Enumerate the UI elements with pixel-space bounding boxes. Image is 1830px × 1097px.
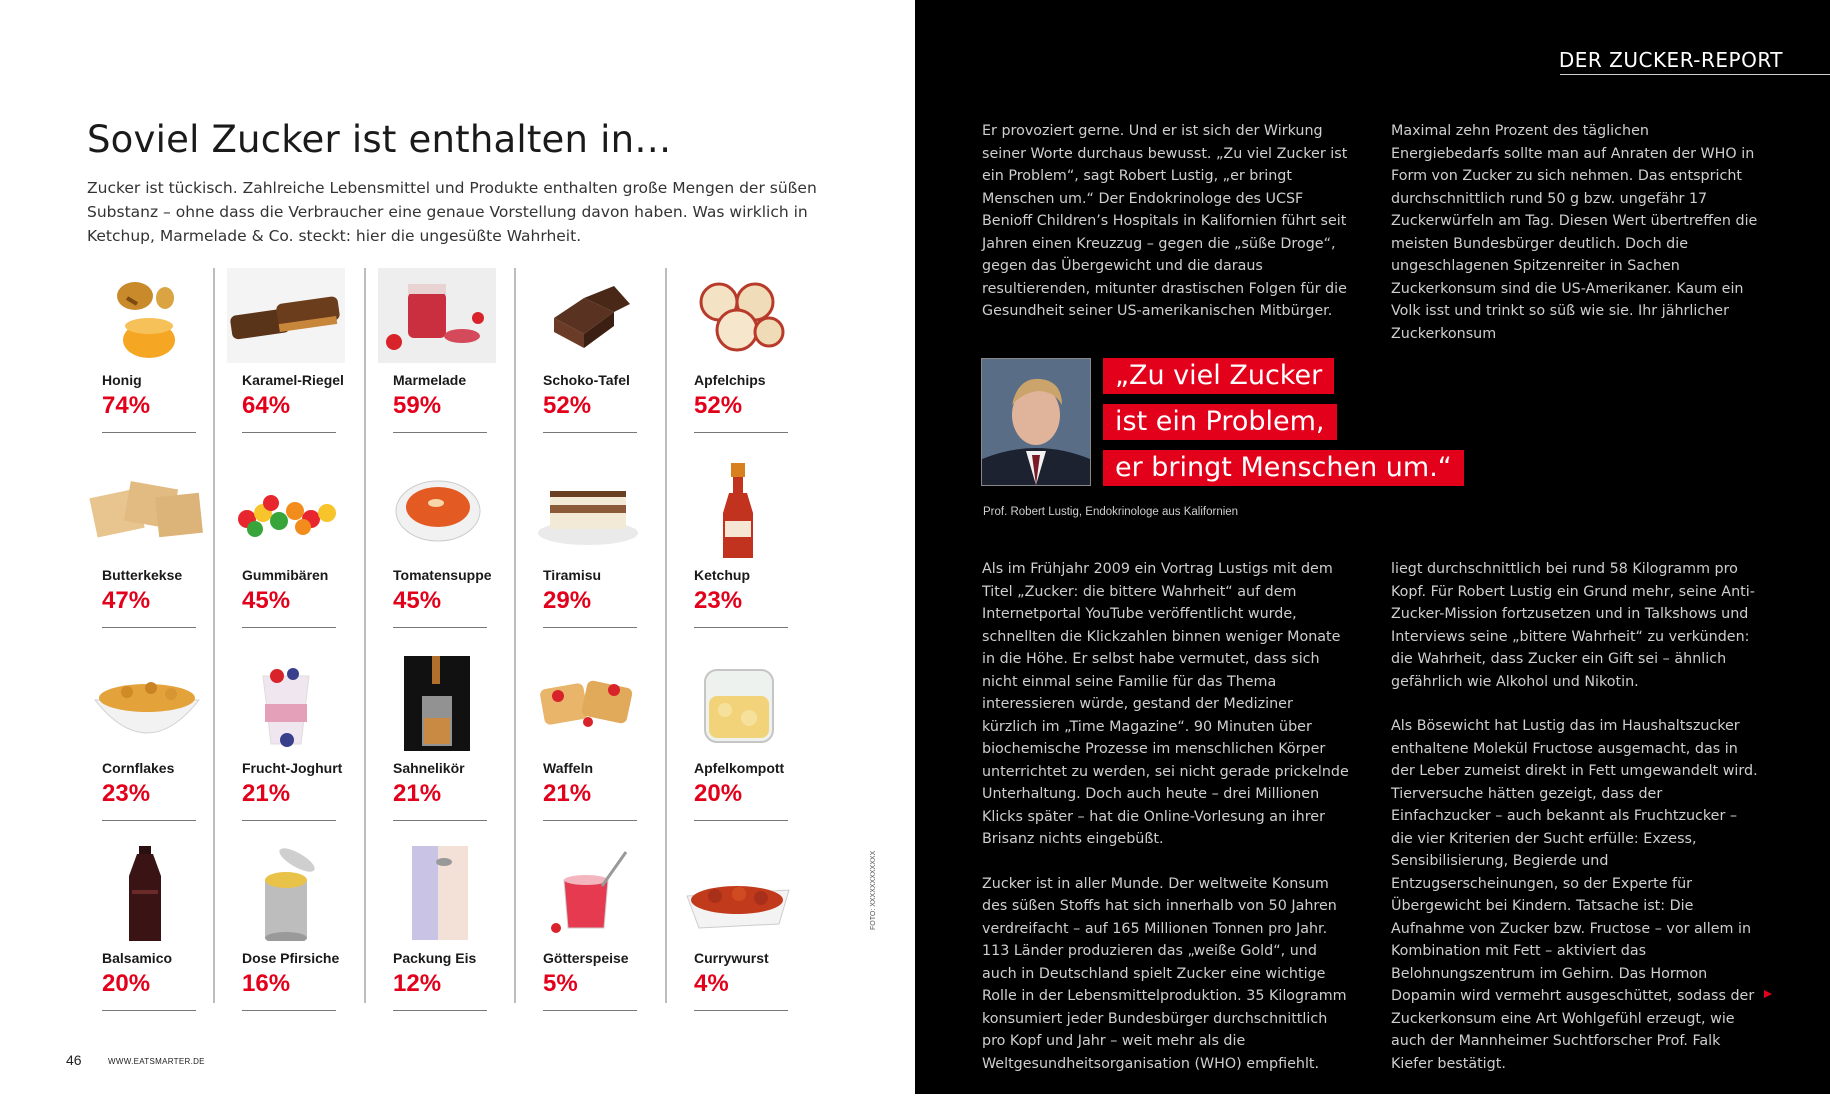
fruit-yogurt-icon [227, 656, 345, 751]
column-divider [665, 268, 667, 1003]
food-item [523, 268, 638, 458]
pull-quote [1103, 358, 1464, 496]
chocolate-icon [528, 268, 646, 363]
article-paragraph: Er provoziert gerne. Und er ist sich der Wirkung seiner Worte durchaus bewusst. „Zu viel Zucker ist ein Problem“, sagt Robert Lustig, „er bringt Menschen um.“ Der Endokrinologe des UCSF Benioff Children’s Hospitals in Kalifornien führt seit Jahren einen Kreuzzug – gegen die „süße Droge“, gegen das Übergewicht und die daraus resultierenden, mitunter drastischen Folgen für die Gesundheit seiner US-amerikanischen Mitbürger. [982, 123, 1348, 319]
sugar-percentage: 23% [694, 587, 743, 614]
quote-line: „Zu viel Zucker [1103, 358, 1334, 394]
article-paragraph: Zucker ist in aller Munde. Der weltweite Konsum des süßen Stoffs hat sich innerhalb von 50 Jahren verdreifacht – auf 165 Millionen Tonnen pro Jahr. 113 Länder produzieren das „weiße Gold“, und auch in Deutschland spielt Zucker eine wichtige Rolle in der Lebensmittelproduktion. 35 Kilogramm konsumiert jeder Bundesbürger durchschnittlich pro Kopf und Jahr – weit mehr als die Weltgesundheitsorganisation (WHO) empfiehlt. [982, 875, 1347, 1072]
food-item [82, 846, 197, 1036]
item-underline [242, 820, 336, 821]
sugar-percentage: 16% [242, 970, 291, 997]
food-name: Waffeln [543, 760, 594, 776]
sugar-percentage: 4% [694, 970, 729, 997]
caramel-bar-icon [227, 268, 345, 363]
food-item [222, 268, 344, 458]
right-page [915, 0, 1830, 1094]
item-underline [242, 1010, 336, 1011]
tomato-soup-icon [378, 463, 496, 558]
item-underline [102, 820, 196, 821]
food-item [373, 846, 488, 1036]
sugar-percentage: 12% [393, 970, 442, 997]
butter-biscuits-icon [87, 463, 205, 558]
article-paragraph: Als Bösewicht hat Lustig das im Haushaltszucker enthaltene Molekül Fructose ausgemacht, das in der Leber zumeist direkt in Fett umgewandelt wird. Tierversuche hätten gezeigt, dass der Einfachzucker – auch bekannt als Fruchtzucker – die vier Kriterien der Sucht erfülle: Exzess, Sensibilisierung, Begierde und Entzugserscheinungen, so der Experte für Übergewicht bei Kindern. Tatsache ist: Die Aufnahme von Zucker bzw. Fructose – vor allem in Kombination mit Fett – aktiviert das Belohnungszentrum im Gehirn. Das Hormon Dopamin wird vermehrt ausgeschüttet, sodass der Zuckerkonsum eine Art Wohlgefühl erzeugt, wie auch der Mannheimer Suchtforscher Prof. Falk Kiefer bestätigt. [1391, 718, 1758, 1072]
item-underline [102, 1010, 196, 1011]
column-divider [213, 268, 215, 1003]
food-item [222, 463, 337, 653]
column-divider [514, 268, 516, 1003]
item-underline [694, 820, 788, 821]
article-column-bottom-left [982, 558, 1352, 1097]
cornflakes-icon [87, 656, 205, 751]
food-name: Tomatensuppe [393, 567, 492, 583]
quote-line: er bringt Menschen um.“ [1103, 450, 1464, 486]
portrait-photo [981, 358, 1091, 486]
article-paragraph: Als im Frühjahr 2009 ein Vortrag Lustigs mit dem Titel „Zucker: die bittere Wahrheit“ auf dem Internetportal YouTube veröffentlicht wurde, schnellten die Klickzahlen binnen weniger Monate in die Höhe. Er selbst habe vermutet, dass sich nicht einmal seine Familie für das Thema interessieren würde, gestand der Mediziner kürzlich im „Time Magazine“. 90 Minuten über biochemische Prozesse im menschlichen Körper unterrichtet zu werden, sei nicht gerade prickelnde Unterhaltung. Doch auch heute – drei Millionen Klicks später – hat die Online-Vorlesung an ihrer Brisanz nichts eingebüßt. [982, 561, 1349, 847]
sugar-percentage: 52% [543, 392, 592, 419]
item-underline [543, 432, 637, 433]
food-item [82, 268, 197, 458]
sugar-percentage: 74% [102, 392, 151, 419]
sugar-percentage: 23% [102, 780, 151, 807]
photo-credit: FOTO: XXXXXXXXXXXX [870, 850, 877, 930]
food-name: Honig [102, 372, 142, 388]
food-item [82, 656, 197, 846]
sugar-percentage: 5% [543, 970, 578, 997]
cream-liqueur-icon [378, 656, 496, 751]
jam-icon [378, 268, 496, 363]
balsamic-icon [87, 846, 205, 941]
food-item [373, 656, 488, 846]
section-rule [1560, 74, 1830, 75]
food-name: Apfelkompott [694, 760, 785, 776]
item-underline [102, 432, 196, 433]
sugar-percentage: 20% [694, 780, 743, 807]
article-paragraph: Maximal zehn Prozent des täglichen Energiebedarfs sollte man auf Anraten der WHO in Form von Zucker zu sich nehmen. Das entspricht durchschnittlich rund 50 g bzw. ungefähr 17 Zuckerwürfeln am Tag. Diesen Wert übertreffen die meisten Bundesbürger deutlich. Doch die ungeschlagenen Spitzenreiter in Sachen Zuckerkonsum sind die US-Amerikaner. Kaum ein Volk isst und trinkt so süß wie sie. Ihr jährlicher Zuckerkonsum [1391, 123, 1758, 342]
food-item [222, 846, 340, 1036]
jelly-icon [528, 846, 646, 941]
food-item [674, 268, 789, 458]
website-url: WWW.EATSMARTER.DE [108, 1057, 205, 1066]
article-column-top-left [982, 120, 1352, 345]
item-underline [393, 627, 487, 628]
food-name: Packung Eis [393, 950, 477, 966]
ice-cream-icon [378, 846, 496, 941]
food-name: Apfelchips [694, 372, 766, 388]
food-name: Gummibären [242, 567, 329, 583]
intro-paragraph: Zucker ist tückisch. Zahlreiche Lebensmittel und Produkte enthalten große Mengen der süßen Substanz – ohne dass die Verbraucher eine genaue Vorstellung davon haben. Was wirklich in Ketchup, Marmelade & Co. steckt: hier die ungesüßte Wahrheit. [87, 179, 817, 245]
food-item [222, 656, 343, 846]
item-underline [694, 1010, 788, 1011]
sugar-percentage: 20% [102, 970, 151, 997]
sugar-percentage: 21% [242, 780, 291, 807]
canned-peaches-icon [227, 846, 345, 941]
article-paragraph: liegt durchschnittlich bei rund 58 Kilogramm pro Kopf. Für Robert Lustig ein Grund mehr, seine Anti-Zucker-Mission fortzusetzen und in Talkshows und Interviews seine „bittere Wahrheit“ zu verkünden: die Wahrheit, dass Zucker ein Gift sei – ähnlich gefährlich wie Alkohol und Nikotin. [1391, 561, 1755, 690]
food-name: Dose Pfirsiche [242, 950, 340, 966]
food-name: Tiramisu [543, 567, 602, 583]
food-name: Currywurst [694, 950, 769, 966]
sugar-percentage: 29% [543, 587, 592, 614]
item-underline [694, 432, 788, 433]
food-name: Balsamico [102, 950, 173, 966]
sugar-percentage: 45% [242, 587, 291, 614]
item-underline [393, 1010, 487, 1011]
food-name: Cornflakes [102, 760, 175, 776]
article-column-top-right [1391, 120, 1761, 367]
article-column-bottom-right [1391, 558, 1761, 1097]
tiramisu-icon [528, 463, 646, 558]
quote-line: ist ein Problem, [1103, 404, 1337, 440]
food-item [523, 846, 638, 1036]
honey-icon [87, 268, 205, 363]
sugar-percentage: 45% [393, 587, 442, 614]
food-name: Frucht-Joghurt [242, 760, 343, 776]
photo-caption: Prof. Robert Lustig, Endokrinologe aus Kalifornien [983, 506, 1239, 518]
food-item [373, 268, 488, 458]
currywurst-icon [679, 846, 797, 941]
food-item [674, 463, 789, 653]
gummy-bears-icon [227, 463, 345, 558]
item-underline [393, 432, 487, 433]
food-item [373, 463, 492, 653]
food-name: Ketchup [694, 567, 750, 583]
item-underline [543, 1010, 637, 1011]
apple-compote-icon [679, 656, 797, 751]
item-underline [543, 820, 637, 821]
item-underline [242, 432, 336, 433]
section-label: DER ZUCKER-REPORT [1558, 48, 1783, 72]
food-item [674, 846, 789, 1036]
ketchup-icon [679, 463, 797, 558]
item-underline [543, 627, 637, 628]
sugar-percentage: 59% [393, 392, 442, 419]
food-name: Schoko-Tafel [543, 372, 630, 388]
food-item [523, 463, 638, 653]
sugar-percentage: 21% [543, 780, 592, 807]
sugar-percentage: 64% [242, 392, 291, 419]
sugar-percentage: 47% [102, 587, 151, 614]
item-underline [242, 627, 336, 628]
food-name: Butterkekse [102, 567, 183, 583]
waffles-icon [528, 656, 646, 751]
sugar-content-grid [82, 268, 822, 1008]
item-underline [393, 820, 487, 821]
sugar-percentage: 52% [694, 392, 743, 419]
food-item [82, 463, 197, 653]
food-item [674, 656, 789, 846]
item-underline [102, 627, 196, 628]
food-item [523, 656, 638, 846]
column-divider [364, 268, 366, 1003]
sugar-percentage: 21% [393, 780, 442, 807]
food-name: Sahnelikör [393, 760, 465, 776]
item-underline [694, 627, 788, 628]
apple-chips-icon [679, 268, 797, 363]
page-number: 46 [66, 1052, 82, 1068]
food-name: Götterspeise [543, 950, 629, 966]
page-headline: Soviel Zucker ist enthalten in… [87, 118, 672, 161]
left-page [0, 0, 915, 1094]
food-name: Karamel-Riegel [242, 372, 344, 388]
continue-arrow-icon [1764, 990, 1772, 998]
food-name: Marmelade [393, 372, 467, 388]
